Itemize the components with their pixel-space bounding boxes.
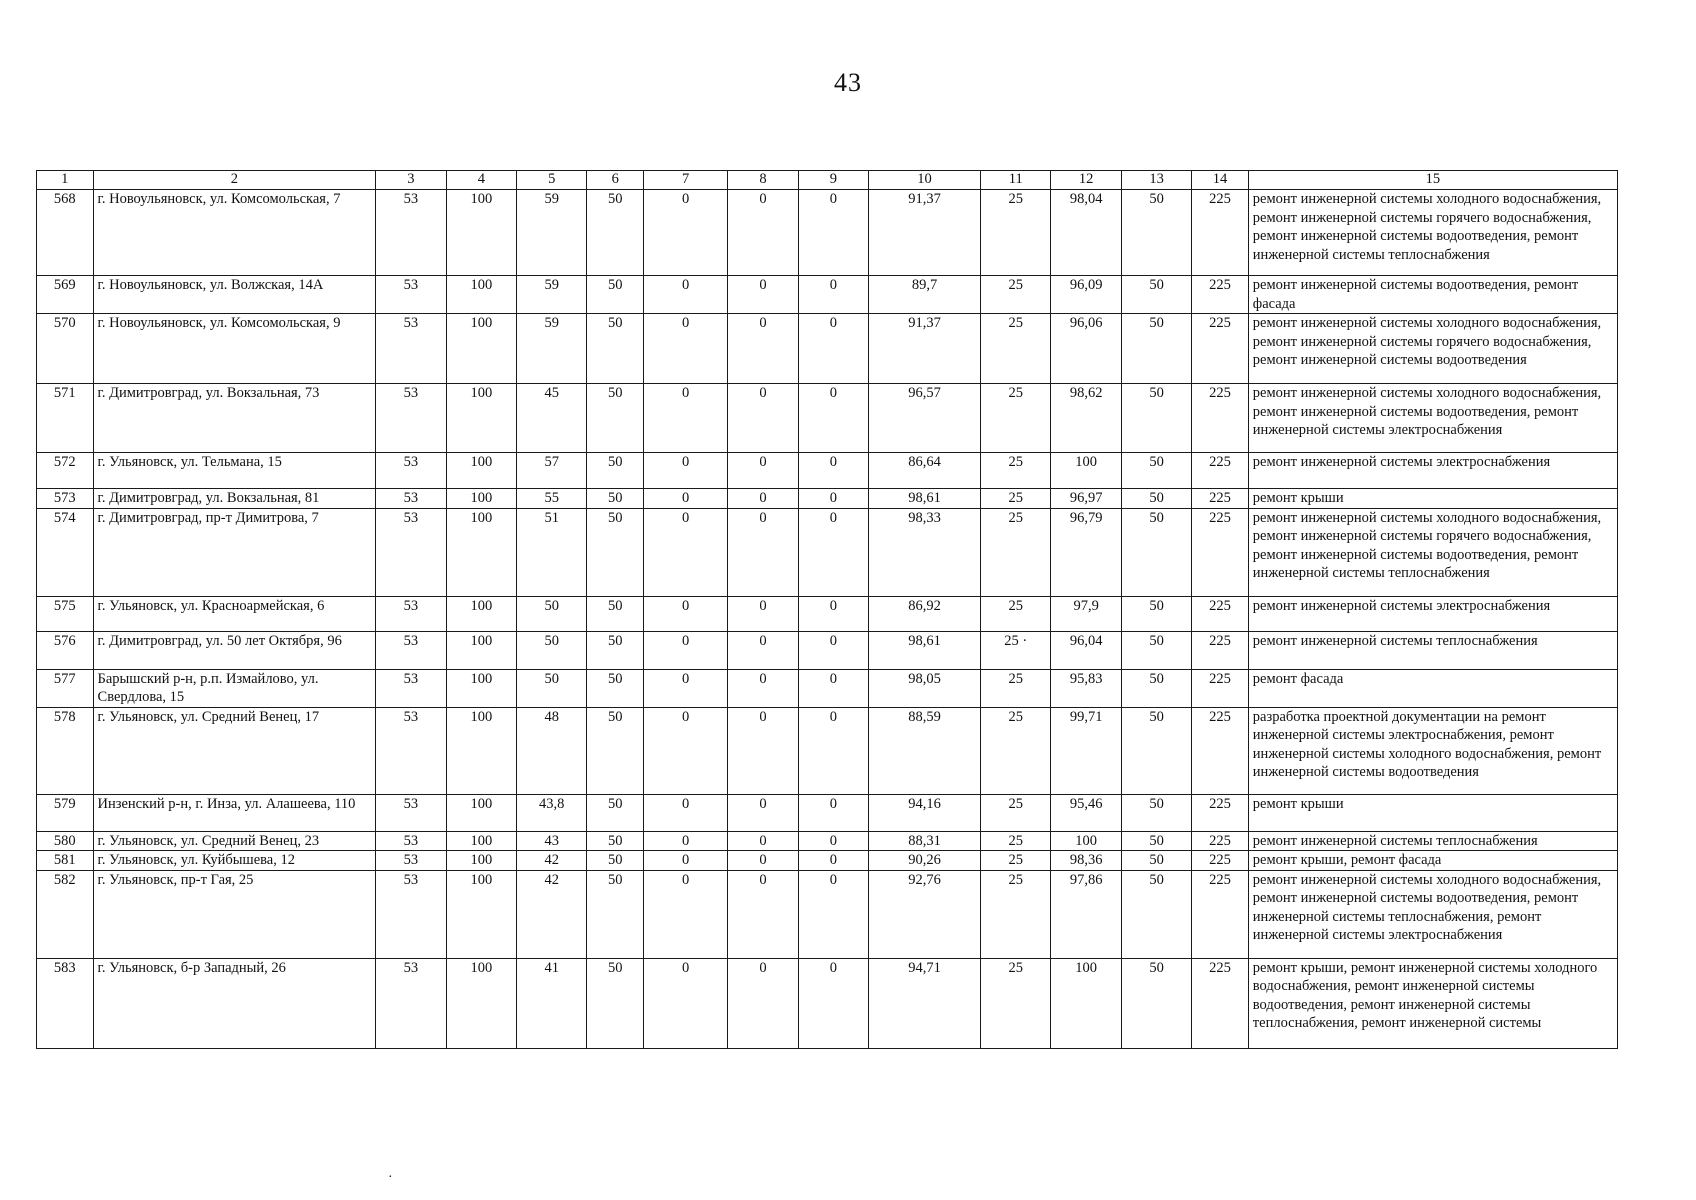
value-cell-8: 0 bbox=[728, 707, 798, 794]
value-cell-3: 53 bbox=[376, 453, 446, 489]
value-cell-5: 59 bbox=[517, 276, 587, 314]
value-cell-3: 53 bbox=[376, 190, 446, 276]
row-number-cell: 577 bbox=[37, 669, 94, 707]
value-cell-12: 96,06 bbox=[1051, 314, 1121, 384]
value-cell-9: 0 bbox=[798, 489, 868, 509]
value-cell-12: 96,97 bbox=[1051, 489, 1121, 509]
value-cell-10: 90,26 bbox=[869, 851, 981, 871]
row-number-cell: 578 bbox=[37, 707, 94, 794]
value-cell-3: 53 bbox=[376, 384, 446, 453]
value-cell-5: 59 bbox=[517, 314, 587, 384]
value-cell-7: 0 bbox=[643, 958, 727, 1048]
value-cell-4: 100 bbox=[446, 870, 516, 958]
works-cell: ремонт инженерной системы электроснабжения bbox=[1248, 596, 1617, 631]
value-cell-13: 50 bbox=[1121, 958, 1191, 1048]
col-header-6: 6 bbox=[587, 171, 644, 190]
value-cell-3: 53 bbox=[376, 958, 446, 1048]
table-row bbox=[37, 794, 1618, 831]
value-cell-14: 225 bbox=[1192, 314, 1249, 384]
value-cell-11: 25 bbox=[981, 276, 1051, 314]
value-cell-3: 53 bbox=[376, 314, 446, 384]
value-cell-8: 0 bbox=[728, 870, 798, 958]
table-row bbox=[37, 384, 1618, 453]
value-cell-4: 100 bbox=[446, 958, 516, 1048]
value-cell-5: 50 bbox=[517, 631, 587, 669]
value-cell-7: 0 bbox=[643, 314, 727, 384]
col-header-8: 8 bbox=[728, 171, 798, 190]
value-cell-6: 50 bbox=[587, 831, 644, 851]
value-cell-7: 0 bbox=[643, 276, 727, 314]
works-cell: ремонт крыши bbox=[1248, 489, 1617, 509]
value-cell-11: 25 bbox=[981, 669, 1051, 707]
value-cell-14: 225 bbox=[1192, 870, 1249, 958]
value-cell-11: 25 bbox=[981, 707, 1051, 794]
value-cell-9: 0 bbox=[798, 453, 868, 489]
value-cell-8: 0 bbox=[728, 384, 798, 453]
value-cell-7: 0 bbox=[643, 190, 727, 276]
value-cell-11: 25 bbox=[981, 508, 1051, 596]
value-cell-6: 50 bbox=[587, 314, 644, 384]
value-cell-11: 25 bbox=[981, 314, 1051, 384]
value-cell-10: 91,37 bbox=[869, 314, 981, 384]
value-cell-14: 225 bbox=[1192, 190, 1249, 276]
value-cell-12: 96,04 bbox=[1051, 631, 1121, 669]
value-cell-7: 0 bbox=[643, 831, 727, 851]
col-header-3: 3 bbox=[376, 171, 446, 190]
address-cell: г. Ульяновск, ул. Красноармейская, 6 bbox=[93, 596, 376, 631]
value-cell-5: 59 bbox=[517, 190, 587, 276]
value-cell-5: 41 bbox=[517, 958, 587, 1048]
works-cell: ремонт инженерной системы холодного водоснабжения, ремонт инженерной системы водоотведения, ремонт инженерной системы теплоснабжения, ремонт инженерной системы электроснабжения bbox=[1248, 870, 1617, 958]
address-cell: Барышский р-н, р.п. Измайлово, ул. Свердлова, 15 bbox=[93, 669, 376, 707]
value-cell-10: 98,05 bbox=[869, 669, 981, 707]
value-cell-9: 0 bbox=[798, 276, 868, 314]
row-number-cell: 570 bbox=[37, 314, 94, 384]
value-cell-8: 0 bbox=[728, 508, 798, 596]
address-cell: г. Ульяновск, ул. Средний Венец, 23 bbox=[93, 831, 376, 851]
value-cell-12: 97,9 bbox=[1051, 596, 1121, 631]
value-cell-14: 225 bbox=[1192, 276, 1249, 314]
value-cell-14: 225 bbox=[1192, 831, 1249, 851]
address-cell: г. Ульяновск, ул. Средний Венец, 17 bbox=[93, 707, 376, 794]
value-cell-4: 100 bbox=[446, 851, 516, 871]
address-cell: г. Ульяновск, ул. Куйбышева, 12 bbox=[93, 851, 376, 871]
works-cell: ремонт инженерной системы холодного водоснабжения, ремонт инженерной системы горячего водоснабжения, ремонт инженерной системы водоотведения bbox=[1248, 314, 1617, 384]
value-cell-8: 0 bbox=[728, 276, 798, 314]
value-cell-4: 100 bbox=[446, 508, 516, 596]
value-cell-12: 98,04 bbox=[1051, 190, 1121, 276]
works-cell: ремонт инженерной системы холодного водоснабжения, ремонт инженерной системы горячего водоснабжения, ремонт инженерной системы водоотведения, ремонт инженерной системы теплоснабжения bbox=[1248, 190, 1617, 276]
works-cell: ремонт крыши, ремонт фасада bbox=[1248, 851, 1617, 871]
value-cell-14: 225 bbox=[1192, 453, 1249, 489]
value-cell-12: 98,62 bbox=[1051, 384, 1121, 453]
value-cell-9: 0 bbox=[798, 707, 868, 794]
table-row bbox=[37, 831, 1618, 851]
works-cell: разработка проектной документации на ремонт инженерной системы электроснабжения, ремонт инженерной системы холодного водоснабжения, ремонт инженерной системы водоотведения bbox=[1248, 707, 1617, 794]
value-cell-13: 50 bbox=[1121, 707, 1191, 794]
value-cell-4: 100 bbox=[446, 669, 516, 707]
value-cell-7: 0 bbox=[643, 851, 727, 871]
value-cell-14: 225 bbox=[1192, 851, 1249, 871]
address-cell: г. Ульяновск, пр-т Гая, 25 bbox=[93, 870, 376, 958]
value-cell-14: 225 bbox=[1192, 707, 1249, 794]
col-header-10: 10 bbox=[869, 171, 981, 190]
value-cell-4: 100 bbox=[446, 596, 516, 631]
value-cell-14: 225 bbox=[1192, 489, 1249, 509]
value-cell-7: 0 bbox=[643, 870, 727, 958]
value-cell-14: 225 bbox=[1192, 958, 1249, 1048]
table-row bbox=[37, 851, 1618, 871]
value-cell-9: 0 bbox=[798, 508, 868, 596]
value-cell-8: 0 bbox=[728, 851, 798, 871]
value-cell-8: 0 bbox=[728, 794, 798, 831]
value-cell-13: 50 bbox=[1121, 831, 1191, 851]
value-cell-13: 50 bbox=[1121, 508, 1191, 596]
value-cell-7: 0 bbox=[643, 508, 727, 596]
value-cell-9: 0 bbox=[798, 851, 868, 871]
table-row bbox=[37, 707, 1618, 794]
value-cell-5: 42 bbox=[517, 870, 587, 958]
value-cell-5: 43,8 bbox=[517, 794, 587, 831]
value-cell-3: 53 bbox=[376, 851, 446, 871]
value-cell-11: 25 bbox=[981, 453, 1051, 489]
row-number-cell: 568 bbox=[37, 190, 94, 276]
value-cell-9: 0 bbox=[798, 190, 868, 276]
value-cell-6: 50 bbox=[587, 631, 644, 669]
value-cell-4: 100 bbox=[446, 831, 516, 851]
value-cell-4: 100 bbox=[446, 190, 516, 276]
value-cell-5: 51 bbox=[517, 508, 587, 596]
value-cell-6: 50 bbox=[587, 669, 644, 707]
value-cell-10: 94,71 bbox=[869, 958, 981, 1048]
col-header-2: 2 bbox=[93, 171, 376, 190]
works-cell: ремонт инженерной системы холодного водоснабжения, ремонт инженерной системы водоотведения, ремонт инженерной системы электроснабжения bbox=[1248, 384, 1617, 453]
value-cell-4: 100 bbox=[446, 489, 516, 509]
value-cell-12: 95,83 bbox=[1051, 669, 1121, 707]
address-cell: г. Новоульяновск, ул. Комсомольская, 9 bbox=[93, 314, 376, 384]
works-table bbox=[36, 170, 1618, 1049]
value-cell-10: 94,16 bbox=[869, 794, 981, 831]
value-cell-5: 50 bbox=[517, 596, 587, 631]
value-cell-11: 25 bbox=[981, 870, 1051, 958]
value-cell-13: 50 bbox=[1121, 276, 1191, 314]
value-cell-6: 50 bbox=[587, 707, 644, 794]
row-number-cell: 572 bbox=[37, 453, 94, 489]
value-cell-9: 0 bbox=[798, 314, 868, 384]
value-cell-12: 100 bbox=[1051, 958, 1121, 1048]
value-cell-13: 50 bbox=[1121, 870, 1191, 958]
value-cell-12: 95,46 bbox=[1051, 794, 1121, 831]
value-cell-12: 100 bbox=[1051, 831, 1121, 851]
value-cell-12: 99,71 bbox=[1051, 707, 1121, 794]
works-cell: ремонт инженерной системы теплоснабжения bbox=[1248, 831, 1617, 851]
value-cell-13: 50 bbox=[1121, 190, 1191, 276]
value-cell-11: 25 bbox=[981, 384, 1051, 453]
value-cell-6: 50 bbox=[587, 870, 644, 958]
table-row bbox=[37, 631, 1618, 669]
value-cell-6: 50 bbox=[587, 958, 644, 1048]
value-cell-11: 25 bbox=[981, 190, 1051, 276]
page-number: 43 bbox=[834, 68, 862, 97]
col-header-15: 15 bbox=[1248, 171, 1617, 190]
value-cell-6: 50 bbox=[587, 489, 644, 509]
value-cell-10: 98,33 bbox=[869, 508, 981, 596]
value-cell-5: 48 bbox=[517, 707, 587, 794]
value-cell-8: 0 bbox=[728, 958, 798, 1048]
value-cell-5: 50 bbox=[517, 669, 587, 707]
value-cell-12: 98,36 bbox=[1051, 851, 1121, 871]
value-cell-13: 50 bbox=[1121, 314, 1191, 384]
value-cell-4: 100 bbox=[446, 276, 516, 314]
address-cell: г. Новоульяновск, ул. Волжская, 14А bbox=[93, 276, 376, 314]
value-cell-6: 50 bbox=[587, 190, 644, 276]
address-cell: Инзенский р-н, г. Инза, ул. Алашеева, 110 bbox=[93, 794, 376, 831]
row-number-cell: 581 bbox=[37, 851, 94, 871]
value-cell-4: 100 bbox=[446, 707, 516, 794]
row-number-cell: 582 bbox=[37, 870, 94, 958]
value-cell-6: 50 bbox=[587, 508, 644, 596]
value-cell-12: 96,79 bbox=[1051, 508, 1121, 596]
value-cell-12: 100 bbox=[1051, 453, 1121, 489]
value-cell-11: 25 bbox=[981, 958, 1051, 1048]
col-header-9: 9 bbox=[798, 171, 868, 190]
row-number-cell: 576 bbox=[37, 631, 94, 669]
works-cell: ремонт инженерной системы холодного водоснабжения, ремонт инженерной системы горячего водоснабжения, ремонт инженерной системы водоотведения, ремонт инженерной системы теплоснабжения bbox=[1248, 508, 1617, 596]
value-cell-5: 55 bbox=[517, 489, 587, 509]
value-cell-10: 98,61 bbox=[869, 489, 981, 509]
value-cell-6: 50 bbox=[587, 384, 644, 453]
value-cell-9: 0 bbox=[798, 870, 868, 958]
value-cell-10: 86,64 bbox=[869, 453, 981, 489]
value-cell-3: 53 bbox=[376, 669, 446, 707]
value-cell-13: 50 bbox=[1121, 596, 1191, 631]
works-cell: ремонт крыши bbox=[1248, 794, 1617, 831]
table-row bbox=[37, 508, 1618, 596]
value-cell-11: 25 bbox=[981, 831, 1051, 851]
value-cell-14: 225 bbox=[1192, 508, 1249, 596]
value-cell-10: 91,37 bbox=[869, 190, 981, 276]
address-cell: г. Димитровград, ул. Вокзальная, 81 bbox=[93, 489, 376, 509]
value-cell-3: 53 bbox=[376, 794, 446, 831]
value-cell-13: 50 bbox=[1121, 669, 1191, 707]
row-number-cell: 575 bbox=[37, 596, 94, 631]
value-cell-10: 92,76 bbox=[869, 870, 981, 958]
table-row bbox=[37, 669, 1618, 707]
table-row bbox=[37, 190, 1618, 276]
scan-mark: · bbox=[388, 1170, 393, 1185]
value-cell-13: 50 bbox=[1121, 631, 1191, 669]
value-cell-6: 50 bbox=[587, 794, 644, 831]
works-cell: ремонт крыши, ремонт инженерной системы холодного водоснабжения, ремонт инженерной системы водоотведения, ремонт инженерной системы теплоснабжения, ремонт инженерной системы bbox=[1248, 958, 1617, 1048]
value-cell-8: 0 bbox=[728, 596, 798, 631]
col-header-11: 11 bbox=[981, 171, 1051, 190]
value-cell-14: 225 bbox=[1192, 631, 1249, 669]
value-cell-12: 97,86 bbox=[1051, 870, 1121, 958]
value-cell-4: 100 bbox=[446, 314, 516, 384]
works-cell: ремонт фасада bbox=[1248, 669, 1617, 707]
col-header-13: 13 bbox=[1121, 171, 1191, 190]
row-number-cell: 573 bbox=[37, 489, 94, 509]
works-cell: ремонт инженерной системы водоотведения, ремонт фасада bbox=[1248, 276, 1617, 314]
row-number-cell: 569 bbox=[37, 276, 94, 314]
value-cell-6: 50 bbox=[587, 276, 644, 314]
col-header-4: 4 bbox=[446, 171, 516, 190]
col-header-1: 1 bbox=[37, 171, 94, 190]
value-cell-9: 0 bbox=[798, 596, 868, 631]
value-cell-14: 225 bbox=[1192, 596, 1249, 631]
value-cell-10: 86,92 bbox=[869, 596, 981, 631]
address-cell: г. Димитровград, ул. Вокзальная, 73 bbox=[93, 384, 376, 453]
value-cell-3: 53 bbox=[376, 489, 446, 509]
table-row bbox=[37, 276, 1618, 314]
value-cell-11: 25 · bbox=[981, 631, 1051, 669]
value-cell-14: 225 bbox=[1192, 794, 1249, 831]
value-cell-11: 25 bbox=[981, 596, 1051, 631]
value-cell-4: 100 bbox=[446, 794, 516, 831]
address-cell: г. Димитровград, пр-т Димитрова, 7 bbox=[93, 508, 376, 596]
value-cell-5: 45 bbox=[517, 384, 587, 453]
value-cell-8: 0 bbox=[728, 453, 798, 489]
value-cell-5: 57 bbox=[517, 453, 587, 489]
value-cell-4: 100 bbox=[446, 453, 516, 489]
col-header-5: 5 bbox=[517, 171, 587, 190]
value-cell-9: 0 bbox=[798, 631, 868, 669]
value-cell-5: 43 bbox=[517, 831, 587, 851]
value-cell-8: 0 bbox=[728, 669, 798, 707]
value-cell-9: 0 bbox=[798, 794, 868, 831]
value-cell-9: 0 bbox=[798, 831, 868, 851]
value-cell-7: 0 bbox=[643, 631, 727, 669]
row-number-cell: 583 bbox=[37, 958, 94, 1048]
value-cell-13: 50 bbox=[1121, 851, 1191, 871]
col-header-14: 14 bbox=[1192, 171, 1249, 190]
table-body bbox=[37, 190, 1618, 1049]
value-cell-5: 42 bbox=[517, 851, 587, 871]
row-number-cell: 571 bbox=[37, 384, 94, 453]
value-cell-6: 50 bbox=[587, 851, 644, 871]
value-cell-10: 89,7 bbox=[869, 276, 981, 314]
table-row bbox=[37, 870, 1618, 958]
value-cell-7: 0 bbox=[643, 384, 727, 453]
table-row bbox=[37, 958, 1618, 1048]
value-cell-11: 25 bbox=[981, 489, 1051, 509]
value-cell-6: 50 bbox=[587, 596, 644, 631]
value-cell-8: 0 bbox=[728, 314, 798, 384]
table-row bbox=[37, 314, 1618, 384]
address-cell: г. Ульяновск, ул. Тельмана, 15 bbox=[93, 453, 376, 489]
works-cell: ремонт инженерной системы электроснабжения bbox=[1248, 453, 1617, 489]
value-cell-7: 0 bbox=[643, 453, 727, 489]
value-cell-12: 96,09 bbox=[1051, 276, 1121, 314]
row-number-cell: 579 bbox=[37, 794, 94, 831]
value-cell-8: 0 bbox=[728, 631, 798, 669]
table-row bbox=[37, 489, 1618, 509]
address-cell: г. Новоульяновск, ул. Комсомольская, 7 bbox=[93, 190, 376, 276]
value-cell-4: 100 bbox=[446, 384, 516, 453]
address-cell: г. Ульяновск, б-р Западный, 26 bbox=[93, 958, 376, 1048]
value-cell-13: 50 bbox=[1121, 794, 1191, 831]
value-cell-7: 0 bbox=[643, 707, 727, 794]
value-cell-13: 50 bbox=[1121, 453, 1191, 489]
value-cell-3: 53 bbox=[376, 631, 446, 669]
value-cell-7: 0 bbox=[643, 489, 727, 509]
value-cell-7: 0 bbox=[643, 669, 727, 707]
header-row bbox=[37, 171, 1618, 190]
value-cell-8: 0 bbox=[728, 489, 798, 509]
table-row bbox=[37, 453, 1618, 489]
value-cell-9: 0 bbox=[798, 669, 868, 707]
value-cell-13: 50 bbox=[1121, 489, 1191, 509]
value-cell-11: 25 bbox=[981, 794, 1051, 831]
value-cell-3: 53 bbox=[376, 596, 446, 631]
works-cell: ремонт инженерной системы теплоснабжения bbox=[1248, 631, 1617, 669]
value-cell-10: 96,57 bbox=[869, 384, 981, 453]
value-cell-3: 53 bbox=[376, 707, 446, 794]
value-cell-11: 25 bbox=[981, 851, 1051, 871]
value-cell-7: 0 bbox=[643, 794, 727, 831]
value-cell-4: 100 bbox=[446, 631, 516, 669]
value-cell-3: 53 bbox=[376, 276, 446, 314]
value-cell-3: 53 bbox=[376, 508, 446, 596]
value-cell-7: 0 bbox=[643, 596, 727, 631]
col-header-7: 7 bbox=[643, 171, 727, 190]
value-cell-6: 50 bbox=[587, 453, 644, 489]
row-number-cell: 574 bbox=[37, 508, 94, 596]
value-cell-14: 225 bbox=[1192, 384, 1249, 453]
value-cell-14: 225 bbox=[1192, 669, 1249, 707]
col-header-12: 12 bbox=[1051, 171, 1121, 190]
row-number-cell: 580 bbox=[37, 831, 94, 851]
value-cell-3: 53 bbox=[376, 831, 446, 851]
value-cell-3: 53 bbox=[376, 870, 446, 958]
value-cell-9: 0 bbox=[798, 384, 868, 453]
value-cell-10: 88,31 bbox=[869, 831, 981, 851]
table-row bbox=[37, 596, 1618, 631]
value-cell-8: 0 bbox=[728, 831, 798, 851]
value-cell-13: 50 bbox=[1121, 384, 1191, 453]
value-cell-10: 88,59 bbox=[869, 707, 981, 794]
value-cell-8: 0 bbox=[728, 190, 798, 276]
address-cell: г. Димитровград, ул. 50 лет Октября, 96 bbox=[93, 631, 376, 669]
value-cell-10: 98,61 bbox=[869, 631, 981, 669]
value-cell-9: 0 bbox=[798, 958, 868, 1048]
